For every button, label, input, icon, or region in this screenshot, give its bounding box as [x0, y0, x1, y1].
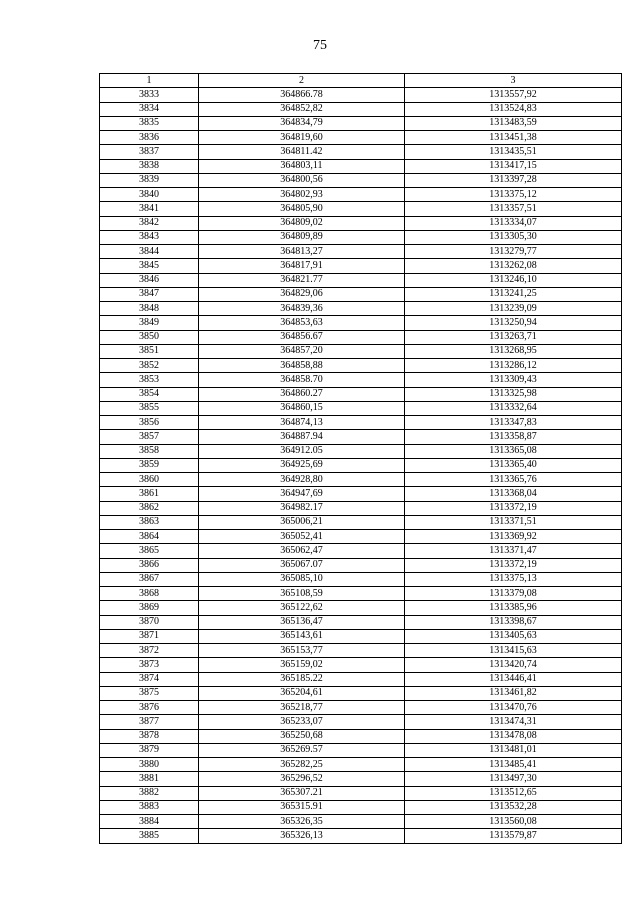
table-row: [100, 102, 622, 116]
y-coordinate-cell: 1313286,12: [405, 359, 622, 373]
table-row: [100, 458, 622, 472]
x-coordinate-cell: 365282,25: [199, 758, 405, 772]
y-coordinate-cell: 1313357,51: [405, 202, 622, 216]
y-coordinate-cell: 1313470,76: [405, 701, 622, 715]
y-coordinate-cell: 1313420,74: [405, 658, 622, 672]
table-row: [100, 173, 622, 187]
point-number-cell: 3851: [100, 344, 199, 358]
x-coordinate-cell: 364829,06: [199, 287, 405, 301]
y-coordinate-cell: 1313532,28: [405, 800, 622, 814]
x-coordinate-cell: 364947,69: [199, 487, 405, 501]
y-coordinate-cell: 1313461,82: [405, 686, 622, 700]
table-row: [100, 487, 622, 501]
table-row: [100, 672, 622, 686]
point-number-cell: 3866: [100, 558, 199, 572]
table-row: [100, 230, 622, 244]
x-coordinate-cell: 364866.78: [199, 88, 405, 102]
point-number-cell: 3874: [100, 672, 199, 686]
y-coordinate-cell: 1313368,04: [405, 487, 622, 501]
x-coordinate-cell: 365062,47: [199, 544, 405, 558]
x-coordinate-cell: 364857,20: [199, 344, 405, 358]
coordinates-table: [99, 73, 622, 844]
point-number-cell: 3869: [100, 601, 199, 615]
x-coordinate-cell: 365218,77: [199, 701, 405, 715]
point-number-cell: 3833: [100, 88, 199, 102]
x-coordinate-cell: 365296,52: [199, 772, 405, 786]
x-coordinate-cell: 365153,77: [199, 644, 405, 658]
x-coordinate-cell: 364982.17: [199, 501, 405, 515]
y-coordinate-cell: 1313347,83: [405, 416, 622, 430]
x-coordinate-cell: 365143,61: [199, 629, 405, 643]
table-row: [100, 629, 622, 643]
table-row: [100, 373, 622, 387]
table-row: [100, 430, 622, 444]
y-coordinate-cell: 1313263,71: [405, 330, 622, 344]
point-number-cell: 3843: [100, 230, 199, 244]
x-coordinate-cell: 365185.22: [199, 672, 405, 686]
y-coordinate-cell: 1313483,59: [405, 116, 622, 130]
table-row: [100, 216, 622, 230]
table-row: [100, 416, 622, 430]
x-coordinate-cell: 364809,02: [199, 216, 405, 230]
point-number-cell: 3861: [100, 487, 199, 501]
y-coordinate-cell: 1313579,87: [405, 829, 622, 843]
x-coordinate-cell: 364858,88: [199, 359, 405, 373]
table-row: [100, 786, 622, 800]
table-row: [100, 131, 622, 145]
x-coordinate-cell: 364860.27: [199, 387, 405, 401]
point-number-cell: 3863: [100, 515, 199, 529]
x-coordinate-cell: 364912.05: [199, 444, 405, 458]
table-row: [100, 473, 622, 487]
column-header-3: 3: [405, 74, 622, 88]
y-coordinate-cell: 1313369,92: [405, 530, 622, 544]
table-row: [100, 772, 622, 786]
x-coordinate-cell: 364925,69: [199, 458, 405, 472]
x-coordinate-cell: 364874,13: [199, 416, 405, 430]
table-row: [100, 145, 622, 159]
y-coordinate-cell: 1313309,43: [405, 373, 622, 387]
table-row: [100, 344, 622, 358]
point-number-cell: 3853: [100, 373, 199, 387]
point-number-cell: 3860: [100, 473, 199, 487]
y-coordinate-cell: 1313375,13: [405, 572, 622, 586]
y-coordinate-cell: 1313305,30: [405, 230, 622, 244]
table-row: [100, 587, 622, 601]
column-header-2: 2: [199, 74, 405, 88]
table-row: [100, 715, 622, 729]
x-coordinate-cell: 364805,90: [199, 202, 405, 216]
y-coordinate-cell: 1313397,28: [405, 173, 622, 187]
point-number-cell: 3870: [100, 615, 199, 629]
column-header-1: 1: [100, 74, 199, 88]
point-number-cell: 3850: [100, 330, 199, 344]
table-row: [100, 444, 622, 458]
y-coordinate-cell: 1313250,94: [405, 316, 622, 330]
y-coordinate-cell: 1313524,83: [405, 102, 622, 116]
point-number-cell: 3871: [100, 629, 199, 643]
point-number-cell: 3880: [100, 758, 199, 772]
table-row: [100, 359, 622, 373]
x-coordinate-cell: 364821.77: [199, 273, 405, 287]
y-coordinate-cell: 1313379,08: [405, 587, 622, 601]
point-number-cell: 3844: [100, 245, 199, 259]
x-coordinate-cell: 364834,79: [199, 116, 405, 130]
point-number-cell: 3838: [100, 159, 199, 173]
point-number-cell: 3848: [100, 302, 199, 316]
point-number-cell: 3846: [100, 273, 199, 287]
y-coordinate-cell: 1313334,07: [405, 216, 622, 230]
point-number-cell: 3862: [100, 501, 199, 515]
x-coordinate-cell: 364802,93: [199, 188, 405, 202]
x-coordinate-cell: 365204,61: [199, 686, 405, 700]
table-row: [100, 273, 622, 287]
y-coordinate-cell: 1313415,63: [405, 644, 622, 658]
point-number-cell: 3856: [100, 416, 199, 430]
x-coordinate-cell: 364860,15: [199, 401, 405, 415]
point-number-cell: 3852: [100, 359, 199, 373]
table-row: [100, 88, 622, 102]
x-coordinate-cell: 365067.07: [199, 558, 405, 572]
x-coordinate-cell: 364817,91: [199, 259, 405, 273]
x-coordinate-cell: 365315.91: [199, 800, 405, 814]
point-number-cell: 3858: [100, 444, 199, 458]
table-row: [100, 558, 622, 572]
table-row: [100, 330, 622, 344]
x-coordinate-cell: 364887.94: [199, 430, 405, 444]
table-row: [100, 601, 622, 615]
point-number-cell: 3877: [100, 715, 199, 729]
y-coordinate-cell: 1313497,30: [405, 772, 622, 786]
point-number-cell: 3872: [100, 644, 199, 658]
y-coordinate-cell: 1313405,63: [405, 629, 622, 643]
y-coordinate-cell: 1313325,98: [405, 387, 622, 401]
table-row: [100, 800, 622, 814]
point-number-cell: 3859: [100, 458, 199, 472]
table-row: [100, 287, 622, 301]
y-coordinate-cell: 1313268,95: [405, 344, 622, 358]
point-number-cell: 3855: [100, 401, 199, 415]
point-number-cell: 3836: [100, 131, 199, 145]
y-coordinate-cell: 1313372,19: [405, 501, 622, 515]
y-coordinate-cell: 1313332,64: [405, 401, 622, 415]
y-coordinate-cell: 1313365,40: [405, 458, 622, 472]
x-coordinate-cell: 365326,35: [199, 815, 405, 829]
x-coordinate-cell: 364928,80: [199, 473, 405, 487]
point-number-cell: 3834: [100, 102, 199, 116]
y-coordinate-cell: 1313417,15: [405, 159, 622, 173]
point-number-cell: 3840: [100, 188, 199, 202]
y-coordinate-cell: 1313246,10: [405, 273, 622, 287]
y-coordinate-cell: 1313451,38: [405, 131, 622, 145]
table-row: [100, 815, 622, 829]
y-coordinate-cell: 1313371,47: [405, 544, 622, 558]
table-header-row: [100, 74, 622, 88]
x-coordinate-cell: 365326,13: [199, 829, 405, 843]
y-coordinate-cell: 1313239,09: [405, 302, 622, 316]
point-number-cell: 3883: [100, 800, 199, 814]
table-row: [100, 245, 622, 259]
x-coordinate-cell: 364809,89: [199, 230, 405, 244]
point-number-cell: 3875: [100, 686, 199, 700]
table-row: [100, 743, 622, 757]
x-coordinate-cell: 364813,27: [199, 245, 405, 259]
table-row: [100, 116, 622, 130]
page-number: 75: [313, 38, 327, 53]
x-coordinate-cell: 364803,11: [199, 159, 405, 173]
table-row: [100, 544, 622, 558]
point-number-cell: 3842: [100, 216, 199, 230]
point-number-cell: 3845: [100, 259, 199, 273]
y-coordinate-cell: 1313446,41: [405, 672, 622, 686]
x-coordinate-cell: 365122,62: [199, 601, 405, 615]
y-coordinate-cell: 1313560,08: [405, 815, 622, 829]
table-row: [100, 316, 622, 330]
table-row: [100, 188, 622, 202]
y-coordinate-cell: 1313365,08: [405, 444, 622, 458]
y-coordinate-cell: 1313262,08: [405, 259, 622, 273]
x-coordinate-cell: 364856.67: [199, 330, 405, 344]
x-coordinate-cell: 365052,41: [199, 530, 405, 544]
y-coordinate-cell: 1313241,25: [405, 287, 622, 301]
point-number-cell: 3849: [100, 316, 199, 330]
y-coordinate-cell: 1313371,51: [405, 515, 622, 529]
point-number-cell: 3884: [100, 815, 199, 829]
y-coordinate-cell: 1313485,41: [405, 758, 622, 772]
point-number-cell: 3857: [100, 430, 199, 444]
y-coordinate-cell: 1313385,96: [405, 601, 622, 615]
x-coordinate-cell: 364839,36: [199, 302, 405, 316]
y-coordinate-cell: 1313375,12: [405, 188, 622, 202]
table-row: [100, 572, 622, 586]
table-row: [100, 701, 622, 715]
table-row: [100, 530, 622, 544]
point-number-cell: 3876: [100, 701, 199, 715]
table-row: [100, 387, 622, 401]
x-coordinate-cell: 364852,82: [199, 102, 405, 116]
y-coordinate-cell: 1313398,67: [405, 615, 622, 629]
point-number-cell: 3854: [100, 387, 199, 401]
table-row: [100, 501, 622, 515]
y-coordinate-cell: 1313365,76: [405, 473, 622, 487]
y-coordinate-cell: 1313358,87: [405, 430, 622, 444]
table-row: [100, 515, 622, 529]
x-coordinate-cell: 365159,02: [199, 658, 405, 672]
point-number-cell: 3881: [100, 772, 199, 786]
table-row: [100, 644, 622, 658]
point-number-cell: 3865: [100, 544, 199, 558]
table-row: [100, 658, 622, 672]
table-row: [100, 729, 622, 743]
point-number-cell: 3879: [100, 743, 199, 757]
x-coordinate-cell: 364853,63: [199, 316, 405, 330]
table-row: [100, 401, 622, 415]
x-coordinate-cell: 364800,56: [199, 173, 405, 187]
table-row: [100, 615, 622, 629]
y-coordinate-cell: 1313557,92: [405, 88, 622, 102]
x-coordinate-cell: 365250,68: [199, 729, 405, 743]
table-row: [100, 202, 622, 216]
table-row: [100, 686, 622, 700]
x-coordinate-cell: 365136,47: [199, 615, 405, 629]
x-coordinate-cell: 365233,07: [199, 715, 405, 729]
point-number-cell: 3839: [100, 173, 199, 187]
x-coordinate-cell: 365307.21: [199, 786, 405, 800]
y-coordinate-cell: 1313435,51: [405, 145, 622, 159]
x-coordinate-cell: 365269.57: [199, 743, 405, 757]
y-coordinate-cell: 1313512,65: [405, 786, 622, 800]
point-number-cell: 3868: [100, 587, 199, 601]
point-number-cell: 3835: [100, 116, 199, 130]
point-number-cell: 3841: [100, 202, 199, 216]
y-coordinate-cell: 1313279,77: [405, 245, 622, 259]
point-number-cell: 3847: [100, 287, 199, 301]
y-coordinate-cell: 1313481,01: [405, 743, 622, 757]
point-number-cell: 3864: [100, 530, 199, 544]
y-coordinate-cell: 1313372,19: [405, 558, 622, 572]
table-row: [100, 259, 622, 273]
table-row: [100, 159, 622, 173]
point-number-cell: 3837: [100, 145, 199, 159]
x-coordinate-cell: 364858.70: [199, 373, 405, 387]
x-coordinate-cell: 365085,10: [199, 572, 405, 586]
table-row: [100, 829, 622, 843]
point-number-cell: 3867: [100, 572, 199, 586]
y-coordinate-cell: 1313478,08: [405, 729, 622, 743]
x-coordinate-cell: 365006,21: [199, 515, 405, 529]
x-coordinate-cell: 365108,59: [199, 587, 405, 601]
point-number-cell: 3873: [100, 658, 199, 672]
y-coordinate-cell: 1313474,31: [405, 715, 622, 729]
point-number-cell: 3882: [100, 786, 199, 800]
table-row: [100, 302, 622, 316]
point-number-cell: 3885: [100, 829, 199, 843]
table-row: [100, 758, 622, 772]
point-number-cell: 3878: [100, 729, 199, 743]
x-coordinate-cell: 364811.42: [199, 145, 405, 159]
x-coordinate-cell: 364819,60: [199, 131, 405, 145]
